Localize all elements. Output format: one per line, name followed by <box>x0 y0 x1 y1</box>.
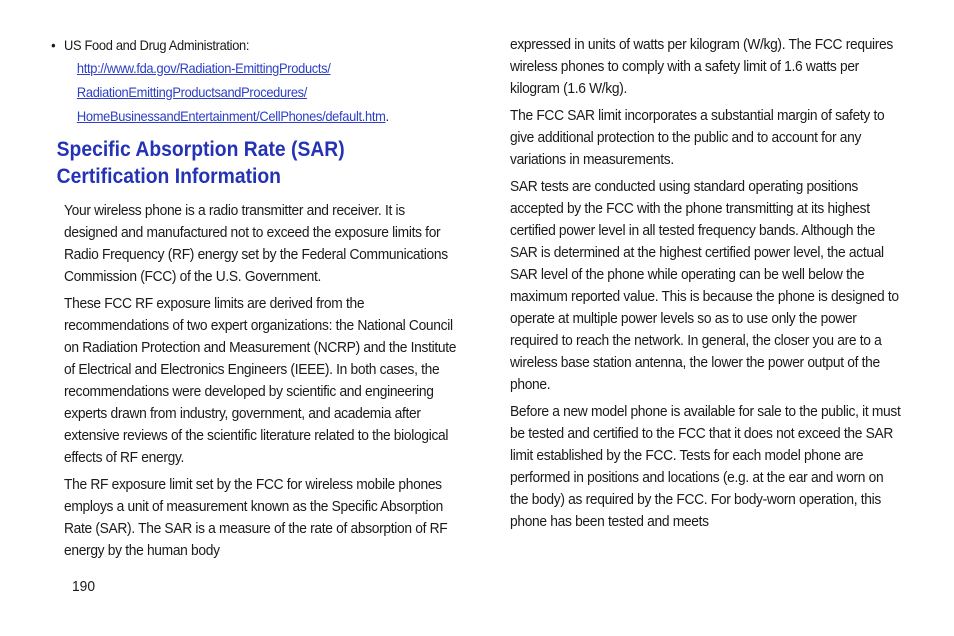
section-heading <box>57 136 458 190</box>
right-paragraph-4: Before a new model phone is available for sale to the public, it must be tested and certified to the FCC that it does not exceed the SAR limit established by the FCC. Tests for each model phone are performed in positions and locations (e.g. at the ear and worn on the body) as required by the FCC. For body-worn operation, this phone has been tested and meets <box>510 403 901 530</box>
fda-link-period: . <box>385 108 389 124</box>
right-paragraph-2: The FCC SAR limit incorporates a substantial margin of safety to give additional protection to the public and to account for any variations in measurements. <box>510 107 885 168</box>
right-paragraph-1: expressed in units of watts per kilogram (W/kg). The FCC requires wireless phones to comply with a safety limit of 1.6 watts per kilogram (1.6 W/kg). <box>510 36 893 97</box>
fda-bullet-label: US Food and Drug Administration: <box>64 37 250 53</box>
right-column <box>510 34 904 538</box>
right-paragraph-3: SAR tests are conducted using standard operating positions accepted by the FCC with the phone transmitting at its highest certified power level in all tested frequency bands. Although the SAR is determined at the highest certified power level, the actual SAR level of the phone while operating can be well below the maximum reported value. This is because the phone is designed to operate at multiple power levels so as to use only the power required to reach the network. In general, the closer you are to a wireless base station antenna, the lower the power output of the phone. <box>510 178 899 393</box>
left-paragraph-1: Your wireless phone is a radio transmitter and receiver. It is designed and manufactured not to exceed the exposure limits for Radio Frequency (RF) energy set by the Federal Communications Commission (FCC) of the U.S. Government. <box>64 202 448 285</box>
page-number: 190 <box>72 578 96 595</box>
fda-bullet <box>51 34 458 56</box>
bullet-icon: • <box>51 37 56 53</box>
fda-link-line-3-wrapper <box>64 104 458 128</box>
left-paragraph-2: These FCC RF exposure limits are derived from the recommendations of two expert organizations: the National Council on Radiation Protection and Measurement (NCRP) and the Institute of Electrical and Electronics Engineers (IEEE). In both cases, the recommendations were developed by scientific and engineering experts drawn from industry, government, and academia after extensive reviews of the scientific literature related to the biological effects of RF energy. <box>64 295 457 466</box>
fda-link-line-2[interactable]: RadiationEmittingProductsandProcedures/ <box>76 84 308 100</box>
left-paragraph-3: The RF exposure limit set by the FCC for wireless mobile phones employs a unit of measurement known as the Specific Absorption Rate (SAR). The SAR is a measure of the rate of absorption of RF energy by the human body <box>64 476 448 559</box>
fda-link-line-1[interactable]: http://www.fda.gov/Radiation-EmittingProducts/ <box>76 60 331 76</box>
fda-link-line-3[interactable]: HomeBusinessandEntertainment/CellPhones/default.htm <box>76 108 386 124</box>
section-heading-line-1: Specific Absorption Rate (SAR) <box>56 138 345 161</box>
left-column <box>51 34 458 567</box>
section-heading-line-2: Certification Information <box>56 165 281 188</box>
